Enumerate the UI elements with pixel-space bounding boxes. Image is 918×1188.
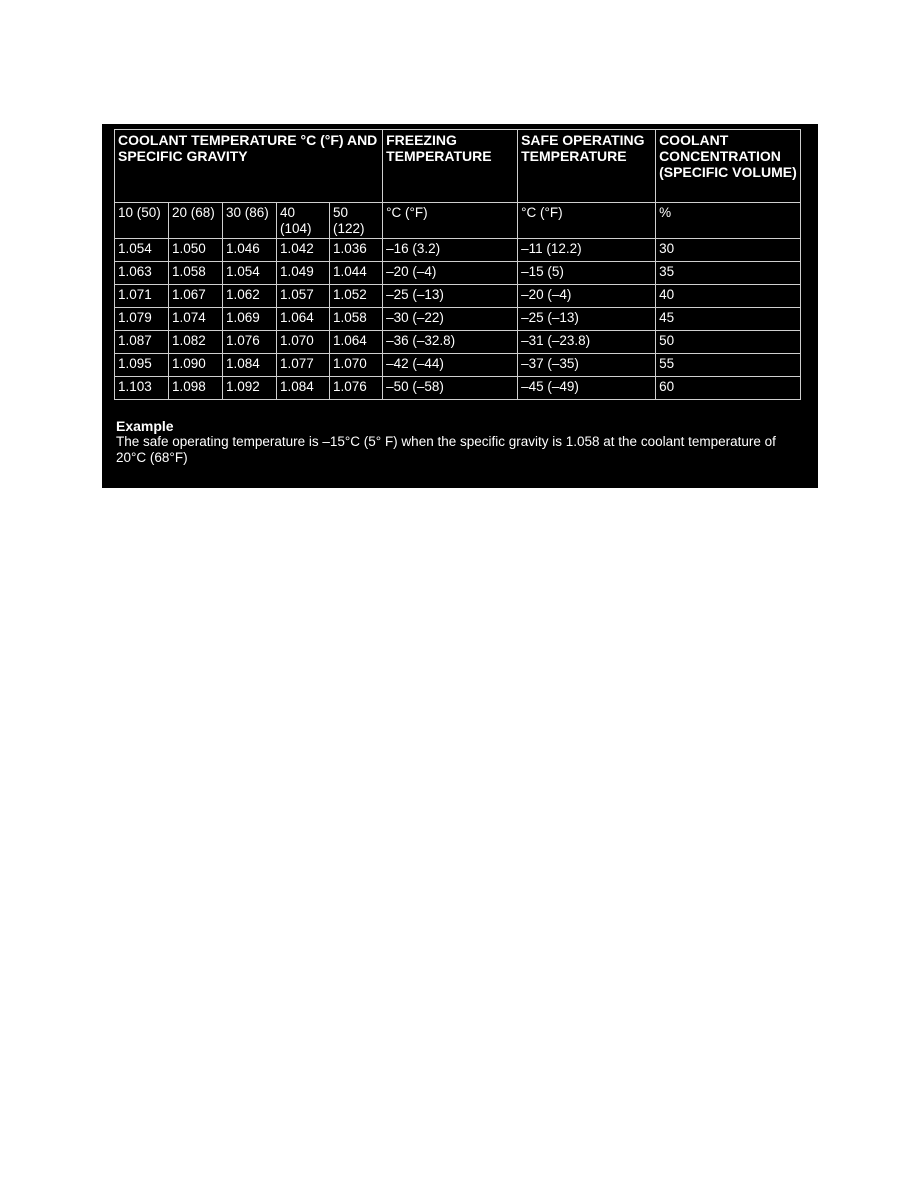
table-cell: 1.082 (169, 331, 223, 354)
table-cell: 1.050 (169, 239, 223, 262)
table-cell: 1.071 (115, 285, 169, 308)
table-cell: 1.076 (330, 377, 383, 400)
table-cell: 1.095 (115, 354, 169, 377)
table-cell: 1.067 (169, 285, 223, 308)
table-header-row (115, 130, 801, 203)
table-cell: –36 (–32.8) (383, 331, 518, 354)
table-row (115, 331, 801, 354)
table-cell: 1.054 (223, 262, 277, 285)
table-row (115, 377, 801, 400)
table-cell: 1.084 (277, 377, 330, 400)
table-cell: –20 (–4) (518, 285, 656, 308)
table-cell: 55 (656, 354, 801, 377)
subheader-temp-30: 30 (86) (223, 203, 277, 239)
example-title: Example (116, 418, 174, 434)
table-cell: 1.057 (277, 285, 330, 308)
subheader-concentration-unit: % (656, 203, 801, 239)
table-cell: 1.064 (330, 331, 383, 354)
table-cell: 1.044 (330, 262, 383, 285)
table-cell: –25 (–13) (518, 308, 656, 331)
table-cell: –50 (–58) (383, 377, 518, 400)
table-subheader-row (115, 203, 801, 239)
table-cell: 1.063 (115, 262, 169, 285)
table-cell: 40 (656, 285, 801, 308)
example-text: The safe operating temperature is –15°C (5° F) when the specific gravity is 1.058 at the coolant temperature of 20°C (68°F) (116, 434, 776, 465)
subheader-temp-40: 40 (104) (277, 203, 330, 239)
table-row (115, 285, 801, 308)
subheader-safe-unit: °C (°F) (518, 203, 656, 239)
table-cell: 1.049 (277, 262, 330, 285)
table-cell: –30 (–22) (383, 308, 518, 331)
table-cell: –11 (12.2) (518, 239, 656, 262)
subheader-temp-20: 20 (68) (169, 203, 223, 239)
coolant-chart-panel (102, 124, 818, 488)
table-cell: 1.064 (277, 308, 330, 331)
header-coolant-temperature: COOLANT TEMPERATURE °C (°F) AND SPECIFIC GRAVITY (115, 130, 383, 203)
table-cell: 1.076 (223, 331, 277, 354)
subheader-freezing-unit: °C (°F) (383, 203, 518, 239)
table-cell: 60 (656, 377, 801, 400)
table-cell: 1.046 (223, 239, 277, 262)
table-row (115, 354, 801, 377)
table-cell: 1.079 (115, 308, 169, 331)
table-cell: –25 (–13) (383, 285, 518, 308)
table-cell: 1.069 (223, 308, 277, 331)
table-cell: 1.070 (330, 354, 383, 377)
header-freezing-temperature: FREEZING TEMPERATURE (383, 130, 518, 203)
table-cell: 30 (656, 239, 801, 262)
table-cell: 1.074 (169, 308, 223, 331)
table-cell: –45 (–49) (518, 377, 656, 400)
table-cell: 35 (656, 262, 801, 285)
table-row (115, 239, 801, 262)
table-cell: 1.036 (330, 239, 383, 262)
table-cell: –37 (–35) (518, 354, 656, 377)
table-cell: 1.042 (277, 239, 330, 262)
table-cell: –42 (–44) (383, 354, 518, 377)
header-coolant-concentration: COOLANT CONCENTRATION (SPECIFIC VOLUME) (656, 130, 801, 203)
example-note (116, 418, 808, 466)
table-cell: 1.092 (223, 377, 277, 400)
table-row (115, 308, 801, 331)
table-cell: 1.103 (115, 377, 169, 400)
table-cell: 1.087 (115, 331, 169, 354)
table-cell: 45 (656, 308, 801, 331)
table-cell: –20 (–4) (383, 262, 518, 285)
coolant-table (114, 129, 801, 400)
table-cell: 50 (656, 331, 801, 354)
table-cell: 1.090 (169, 354, 223, 377)
header-safe-operating-temperature: SAFE OPERATING TEMPERATURE (518, 130, 656, 203)
table-cell: 1.084 (223, 354, 277, 377)
subheader-temp-50: 50 (122) (330, 203, 383, 239)
table-cell: –15 (5) (518, 262, 656, 285)
table-cell: 1.098 (169, 377, 223, 400)
table-cell: –31 (–23.8) (518, 331, 656, 354)
table-cell: 1.054 (115, 239, 169, 262)
table-cell: 1.062 (223, 285, 277, 308)
table-cell: –16 (3.2) (383, 239, 518, 262)
table-cell: 1.077 (277, 354, 330, 377)
table-cell: 1.058 (330, 308, 383, 331)
table-cell: 1.058 (169, 262, 223, 285)
table-row (115, 262, 801, 285)
table-cell: 1.070 (277, 331, 330, 354)
table-cell: 1.052 (330, 285, 383, 308)
subheader-temp-10: 10 (50) (115, 203, 169, 239)
